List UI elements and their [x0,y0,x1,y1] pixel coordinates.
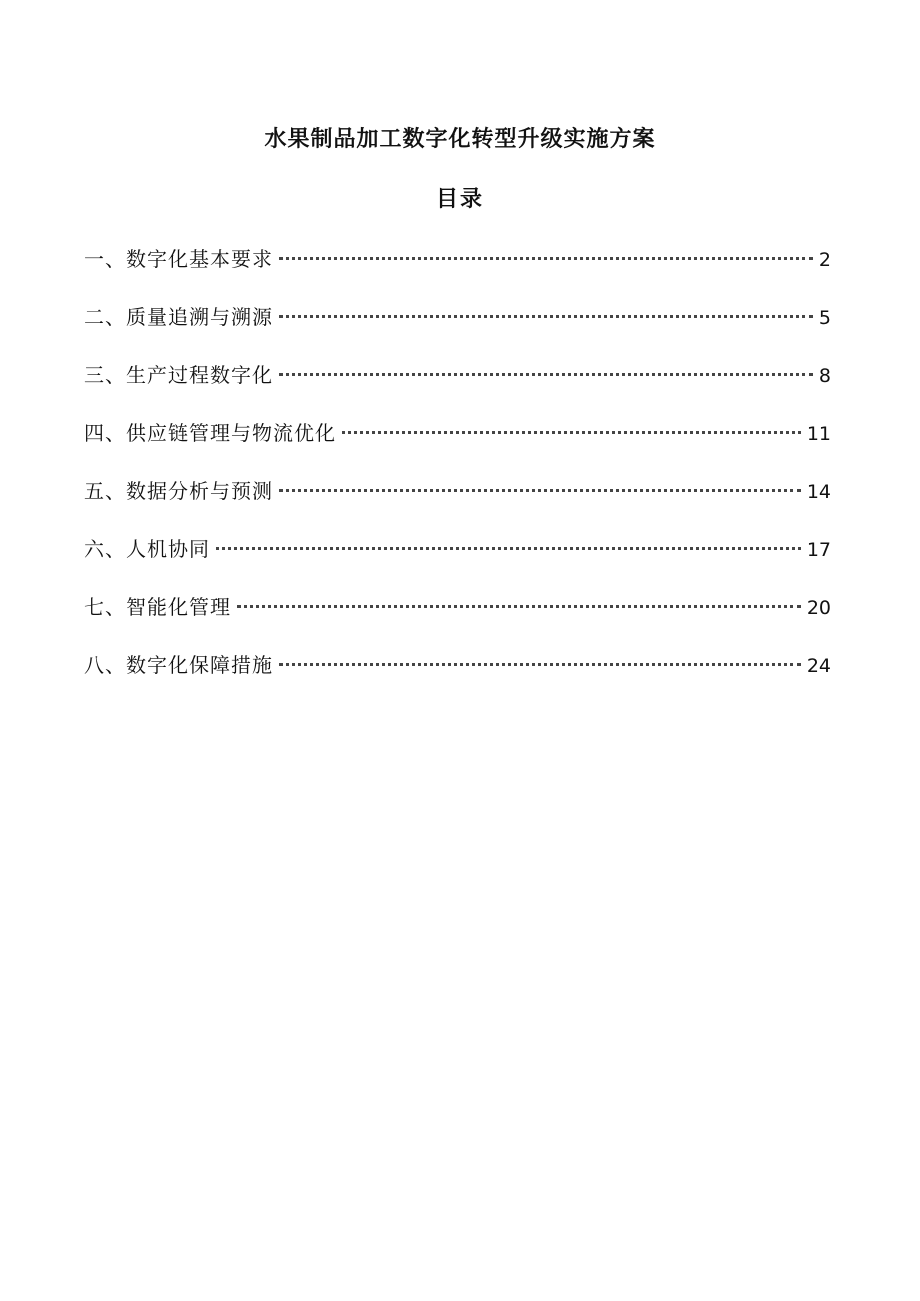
toc-entry-page: 14 [806,481,831,503]
toc-entry-page: 8 [818,365,831,387]
toc-entry-label: 七、智能化管理 [84,595,231,619]
toc-entry[interactable] [84,418,831,476]
toc-entry-label: 一、数字化基本要求 [84,247,273,271]
toc-entry[interactable] [84,244,831,302]
table-of-contents [84,244,831,708]
toc-entry-page: 17 [806,539,831,561]
toc-dot-leader [279,373,813,376]
toc-entry[interactable] [84,534,831,592]
toc-entry[interactable] [84,476,831,534]
toc-entry-label: 四、供应链管理与物流优化 [84,421,336,445]
toc-dot-leader [216,547,801,550]
toc-dot-leader [237,605,801,608]
toc-entry-page: 5 [818,307,831,329]
toc-entry-page: 2 [818,249,831,271]
toc-entry-page: 24 [806,655,831,677]
toc-dot-leader [279,663,801,666]
toc-entry[interactable] [84,302,831,360]
toc-entry-label: 六、人机协同 [84,537,210,561]
document-title: 水果制品加工数字化转型升级实施方案 [264,126,656,152]
toc-entry[interactable] [84,360,831,418]
toc-entry-page: 20 [806,597,831,619]
toc-entry-label: 三、生产过程数字化 [84,363,273,387]
toc-dot-leader [279,257,813,260]
toc-entry[interactable] [84,592,831,650]
toc-entry[interactable] [84,650,831,708]
toc-entry-page: 11 [806,423,831,445]
toc-entry-label: 五、数据分析与预测 [84,479,273,503]
toc-dot-leader [279,489,801,492]
toc-dot-leader [279,315,813,318]
toc-heading: 目录 [435,186,484,212]
toc-entry-label: 八、数字化保障措施 [84,653,273,677]
toc-dot-leader [342,431,801,434]
toc-entry-label: 二、质量追溯与溯源 [84,305,273,329]
